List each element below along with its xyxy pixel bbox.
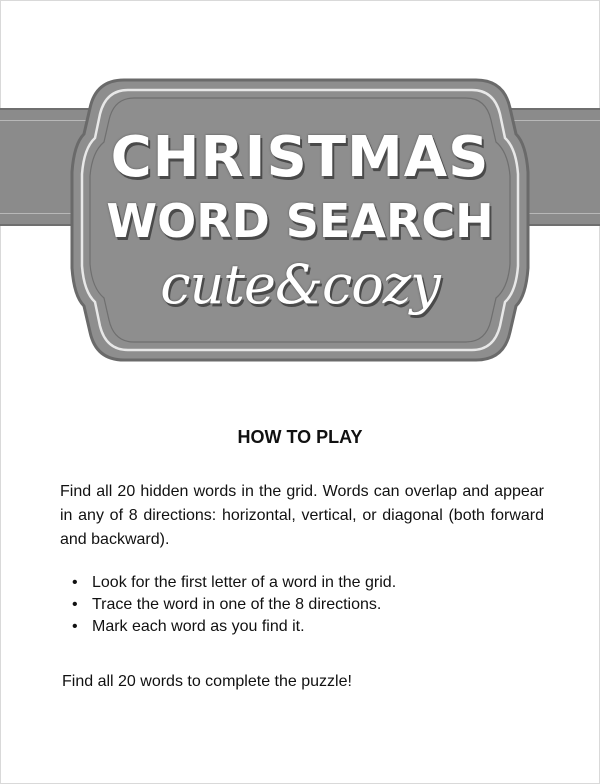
title-christmas: CHRISTMAS <box>110 125 490 190</box>
intro-paragraph: Find all 20 hidden words in the grid. Words can overlap and appear in any of 8 directions: horizontal, vertical, or diagonal (both forward and backward). <box>60 483 544 548</box>
title-block <box>64 72 536 368</box>
bullet-icon: • <box>72 596 78 613</box>
rules-list <box>60 572 540 638</box>
rule-text: Mark each word as you find it. <box>92 618 305 635</box>
title-word-search: WORD SEARCH <box>106 194 494 248</box>
closing-paragraph: Find all 20 words to complete the puzzle! <box>62 673 352 690</box>
title-cute-cozy: cute&cozy <box>160 253 440 316</box>
list-item <box>60 594 540 616</box>
rule-text: Trace the word in one of the 8 directions. <box>92 596 382 613</box>
list-item <box>60 616 540 638</box>
rule-text: Look for the first letter of a word in the grid. <box>92 574 397 591</box>
bullet-icon: • <box>72 618 78 635</box>
how-to-play-heading: HOW TO PLAY <box>237 427 363 447</box>
bullet-icon: • <box>72 574 78 591</box>
list-item <box>60 572 540 594</box>
